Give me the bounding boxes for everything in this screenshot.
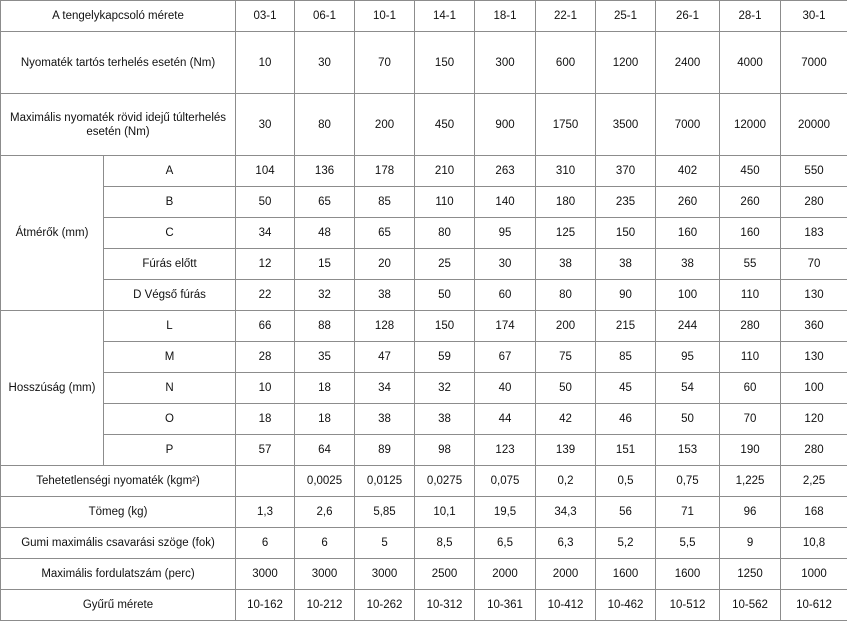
value-cell: 600 (536, 32, 596, 94)
value-cell: 260 (656, 187, 720, 218)
value-cell: 12000 (720, 94, 781, 156)
value-cell: 1250 (720, 559, 781, 590)
size-header: 30-1 (781, 1, 847, 32)
row-label: Maximális fordulatszám (perc) (1, 559, 236, 590)
value-cell: 2000 (536, 559, 596, 590)
value-cell: 0,0125 (355, 466, 415, 497)
value-cell: 215 (596, 311, 656, 342)
value-cell: 3000 (355, 559, 415, 590)
row-label: Gyűrű mérete (1, 590, 236, 621)
value-cell: 50 (656, 404, 720, 435)
row-label: Nyomaték tartós terhelés esetén (Nm) (1, 32, 236, 94)
value-cell: 38 (415, 404, 475, 435)
value-cell: 2,25 (781, 466, 847, 497)
value-cell: 10,1 (415, 497, 475, 528)
value-cell: 0,75 (656, 466, 720, 497)
value-cell: 48 (295, 218, 355, 249)
header-label: A tengelykapcsoló mérete (1, 1, 236, 32)
value-cell: 450 (415, 94, 475, 156)
value-cell: 104 (236, 156, 295, 187)
value-cell: 64 (295, 435, 355, 466)
value-cell: 3000 (236, 559, 295, 590)
sub-label: B (104, 187, 236, 218)
value-cell: 235 (596, 187, 656, 218)
value-cell: 18 (295, 373, 355, 404)
value-cell: 10-562 (720, 590, 781, 621)
bottom-row (1, 528, 847, 559)
value-cell: 125 (536, 218, 596, 249)
value-cell: 160 (720, 218, 781, 249)
value-cell: 450 (720, 156, 781, 187)
value-cell: 54 (656, 373, 720, 404)
row-label: Maximális nyomaték rövid idejű túlterhelés esetén (Nm) (1, 94, 236, 156)
group-label: Hosszúság (mm) (1, 311, 104, 466)
value-cell: 10-512 (656, 590, 720, 621)
value-cell: 90 (596, 280, 656, 311)
value-cell: 8,5 (415, 528, 475, 559)
value-cell: 110 (720, 342, 781, 373)
value-cell: 55 (720, 249, 781, 280)
value-cell: 5,2 (596, 528, 656, 559)
value-cell: 18 (295, 404, 355, 435)
value-cell: 38 (355, 404, 415, 435)
header-row (1, 1, 847, 32)
value-cell: 25 (415, 249, 475, 280)
value-cell: 0,075 (475, 466, 536, 497)
value-cell: 210 (415, 156, 475, 187)
row-label: Tömeg (kg) (1, 497, 236, 528)
bottom-row (1, 590, 847, 621)
lengths-row (1, 404, 847, 435)
value-cell: 88 (295, 311, 355, 342)
value-cell: 263 (475, 156, 536, 187)
sub-label: Fúrás előtt (104, 249, 236, 280)
value-cell: 96 (720, 497, 781, 528)
value-cell: 46 (596, 404, 656, 435)
value-cell: 10 (236, 32, 295, 94)
value-cell: 80 (536, 280, 596, 311)
value-cell: 5,5 (656, 528, 720, 559)
value-cell: 32 (415, 373, 475, 404)
value-cell: 550 (781, 156, 847, 187)
size-header: 18-1 (475, 1, 536, 32)
value-cell: 10-312 (415, 590, 475, 621)
value-cell: 10-262 (355, 590, 415, 621)
value-cell: 1,3 (236, 497, 295, 528)
value-cell: 7000 (781, 32, 847, 94)
value-cell: 70 (781, 249, 847, 280)
value-cell: 34,3 (536, 497, 596, 528)
value-cell: 7000 (656, 94, 720, 156)
value-cell: 0,0275 (415, 466, 475, 497)
value-cell: 10,8 (781, 528, 847, 559)
size-header: 22-1 (536, 1, 596, 32)
bottom-row (1, 466, 847, 497)
size-header: 28-1 (720, 1, 781, 32)
value-cell: 1750 (536, 94, 596, 156)
value-cell: 6 (295, 528, 355, 559)
value-cell: 59 (415, 342, 475, 373)
diameters-row (1, 218, 847, 249)
value-cell: 2400 (656, 32, 720, 94)
sub-label: L (104, 311, 236, 342)
value-cell: 180 (536, 187, 596, 218)
value-cell: 2,6 (295, 497, 355, 528)
lengths-row (1, 311, 847, 342)
value-cell: 35 (295, 342, 355, 373)
bottom-row (1, 559, 847, 590)
value-cell: 85 (596, 342, 656, 373)
value-cell: 34 (236, 218, 295, 249)
value-cell: 38 (596, 249, 656, 280)
value-cell: 66 (236, 311, 295, 342)
value-cell: 20000 (781, 94, 847, 156)
size-header: 26-1 (656, 1, 720, 32)
value-cell: 0,2 (536, 466, 596, 497)
value-cell: 190 (720, 435, 781, 466)
value-cell: 150 (596, 218, 656, 249)
value-cell: 0,5 (596, 466, 656, 497)
value-cell: 65 (295, 187, 355, 218)
value-cell: 100 (781, 373, 847, 404)
value-cell: 44 (475, 404, 536, 435)
size-header: 10-1 (355, 1, 415, 32)
value-cell: 95 (656, 342, 720, 373)
value-cell: 140 (475, 187, 536, 218)
value-cell: 110 (720, 280, 781, 311)
value-cell: 38 (355, 280, 415, 311)
value-cell: 1600 (596, 559, 656, 590)
value-cell: 280 (781, 435, 847, 466)
value-cell: 130 (781, 280, 847, 311)
sub-label: D Végső fúrás (104, 280, 236, 311)
bottom-row (1, 497, 847, 528)
value-cell: 160 (656, 218, 720, 249)
value-cell: 80 (295, 94, 355, 156)
value-cell: 150 (415, 32, 475, 94)
value-cell: 65 (355, 218, 415, 249)
value-cell: 123 (475, 435, 536, 466)
value-cell: 310 (536, 156, 596, 187)
size-header: 03-1 (236, 1, 295, 32)
value-cell: 56 (596, 497, 656, 528)
value-cell: 45 (596, 373, 656, 404)
value-cell: 900 (475, 94, 536, 156)
value-cell: 5,85 (355, 497, 415, 528)
row-label: Tehetetlenségi nyomaték (kgm²) (1, 466, 236, 497)
value-cell: 50 (415, 280, 475, 311)
value-cell: 85 (355, 187, 415, 218)
value-cell: 28 (236, 342, 295, 373)
sub-label: N (104, 373, 236, 404)
value-cell: 2500 (415, 559, 475, 590)
value-cell: 38 (656, 249, 720, 280)
value-cell: 1600 (656, 559, 720, 590)
value-cell: 280 (781, 187, 847, 218)
value-cell: 300 (475, 32, 536, 94)
value-cell: 6,3 (536, 528, 596, 559)
value-cell: 40 (475, 373, 536, 404)
value-cell: 30 (475, 249, 536, 280)
value-cell: 50 (236, 187, 295, 218)
value-cell: 30 (236, 94, 295, 156)
value-cell: 1200 (596, 32, 656, 94)
value-cell: 402 (656, 156, 720, 187)
value-cell: 38 (536, 249, 596, 280)
sub-label: O (104, 404, 236, 435)
value-cell: 0,0025 (295, 466, 355, 497)
sub-label: M (104, 342, 236, 373)
value-cell: 360 (781, 311, 847, 342)
value-cell: 18 (236, 404, 295, 435)
value-cell: 12 (236, 249, 295, 280)
value-cell: 10 (236, 373, 295, 404)
value-cell: 151 (596, 435, 656, 466)
value-cell: 75 (536, 342, 596, 373)
value-cell: 139 (536, 435, 596, 466)
row-torque-max-short (1, 94, 847, 156)
value-cell: 19,5 (475, 497, 536, 528)
value-cell: 3500 (596, 94, 656, 156)
value-cell: 57 (236, 435, 295, 466)
value-cell: 60 (475, 280, 536, 311)
value-cell: 168 (781, 497, 847, 528)
value-cell: 30 (295, 32, 355, 94)
value-cell: 2000 (475, 559, 536, 590)
diameters-row (1, 280, 847, 311)
value-cell: 10-212 (295, 590, 355, 621)
lengths-row (1, 435, 847, 466)
value-cell: 15 (295, 249, 355, 280)
value-cell: 4000 (720, 32, 781, 94)
value-cell: 22 (236, 280, 295, 311)
value-cell: 200 (355, 94, 415, 156)
value-cell: 136 (295, 156, 355, 187)
row-torque-continuous (1, 32, 847, 94)
value-cell: 95 (475, 218, 536, 249)
value-cell: 10-612 (781, 590, 847, 621)
value-cell: 200 (536, 311, 596, 342)
diameters-row (1, 156, 847, 187)
value-cell: 70 (355, 32, 415, 94)
value-cell: 98 (415, 435, 475, 466)
value-cell: 110 (415, 187, 475, 218)
diameters-row (1, 249, 847, 280)
value-cell: 153 (656, 435, 720, 466)
value-cell: 3000 (295, 559, 355, 590)
value-cell: 1,225 (720, 466, 781, 497)
value-cell: 120 (781, 404, 847, 435)
value-cell: 5 (355, 528, 415, 559)
value-cell: 100 (656, 280, 720, 311)
value-cell: 130 (781, 342, 847, 373)
size-header: 06-1 (295, 1, 355, 32)
group-label: Átmérők (mm) (1, 156, 104, 311)
size-header: 14-1 (415, 1, 475, 32)
lengths-row (1, 373, 847, 404)
value-cell: 10-462 (596, 590, 656, 621)
value-cell: 32 (295, 280, 355, 311)
value-cell: 6 (236, 528, 295, 559)
value-cell: 10-162 (236, 590, 295, 621)
value-cell (236, 466, 295, 497)
lengths-row (1, 342, 847, 373)
sub-label: A (104, 156, 236, 187)
value-cell: 6,5 (475, 528, 536, 559)
diameters-row (1, 187, 847, 218)
value-cell: 47 (355, 342, 415, 373)
sub-label: C (104, 218, 236, 249)
value-cell: 174 (475, 311, 536, 342)
value-cell: 260 (720, 187, 781, 218)
value-cell: 150 (415, 311, 475, 342)
value-cell: 1000 (781, 559, 847, 590)
value-cell: 34 (355, 373, 415, 404)
value-cell: 50 (536, 373, 596, 404)
row-label: Gumi maximális csavarási szöge (fok) (1, 528, 236, 559)
value-cell: 10-361 (475, 590, 536, 621)
value-cell: 10-412 (536, 590, 596, 621)
value-cell: 370 (596, 156, 656, 187)
value-cell: 80 (415, 218, 475, 249)
value-cell: 89 (355, 435, 415, 466)
value-cell: 60 (720, 373, 781, 404)
value-cell: 178 (355, 156, 415, 187)
value-cell: 183 (781, 218, 847, 249)
value-cell: 70 (720, 404, 781, 435)
value-cell: 71 (656, 497, 720, 528)
value-cell: 20 (355, 249, 415, 280)
value-cell: 244 (656, 311, 720, 342)
value-cell: 67 (475, 342, 536, 373)
value-cell: 128 (355, 311, 415, 342)
value-cell: 280 (720, 311, 781, 342)
value-cell: 42 (536, 404, 596, 435)
size-header: 25-1 (596, 1, 656, 32)
value-cell: 9 (720, 528, 781, 559)
sub-label: P (104, 435, 236, 466)
